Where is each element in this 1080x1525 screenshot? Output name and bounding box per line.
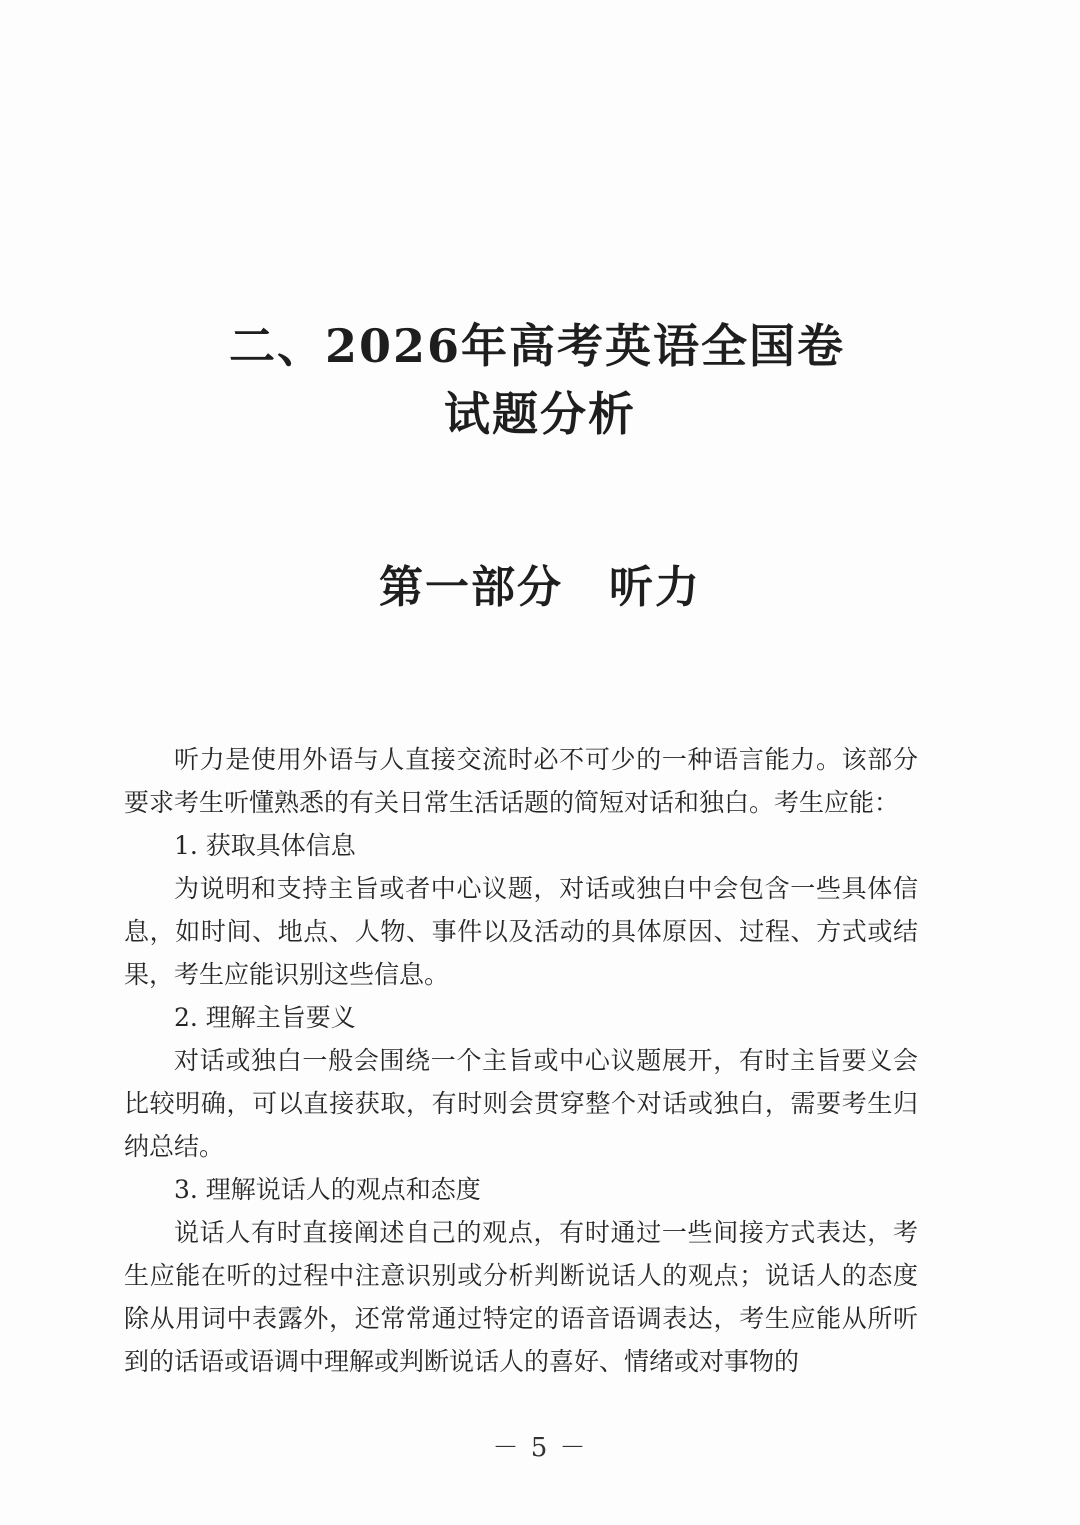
page-number: － 5 － [492, 1433, 588, 1463]
title-line-2: 试题分析 [444, 387, 636, 441]
subheading-3: 3. 理解说话人的观点和态度 [174, 1175, 481, 1204]
subheading-2: 2. 理解主旨要义 [174, 1003, 356, 1032]
subheading-1: 1. 获取具体信息 [174, 831, 356, 860]
paragraph-2: 对话或独白一般会围绕一个主旨或中心议题展开，有时主旨要义会比较明确，可以直接获取，有时则会贯穿整个对话或独白，需要考生归纳总结。 [124, 1046, 918, 1161]
paragraph-3: 说话人有时直接阐述自己的观点，有时通过一些间接方式表达，考生应能在听的过程中注意识别或分析判断说话人的观点；说话人的态度除从用词中表露外，还常常通过特定的语音语调表达，考生应能从所听到的话语或语调中理解或判断说话人的喜好、情绪或对事物的 [124, 1218, 918, 1376]
paragraph-intro: 听力是使用外语与人直接交流时必不可少的一种语言能力。该部分要求考生听懂熟悉的有关日常生活话题的简短对话和独白。考生应能： [124, 745, 918, 817]
section-heading: 第一部分 听力 [379, 562, 701, 613]
title-line-1: 二、2026年高考英语全国卷 [228, 319, 846, 373]
paragraph-1: 为说明和支持主旨或者中心议题，对话或独白中会包含一些具体信息，如时间、地点、人物、事件以及活动的具体原因、过程、方式或结果，考生应能识别这些信息。 [124, 874, 918, 989]
document-title [0, 312, 1080, 448]
body-text [124, 738, 918, 1383]
